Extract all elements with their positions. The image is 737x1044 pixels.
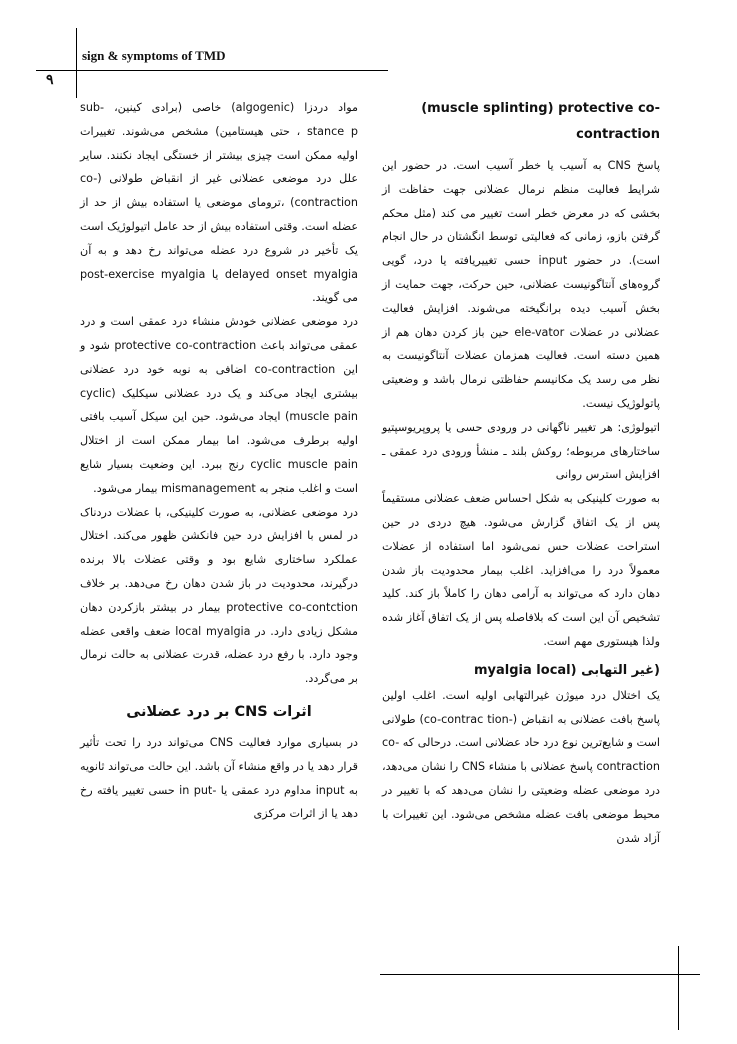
crop-mark-bottom-horizontal bbox=[380, 974, 700, 975]
section-heading-cns-effects: اثرات CNS بر درد عضلانی bbox=[126, 703, 312, 720]
crop-mark-bottom-vertical bbox=[678, 946, 679, 1030]
paragraph: به صورت کلینیکی به شکل احساس ضعف عضلانی مستقیماً پس از یک اتفاق گزارش می‌شود. هیچ دردی در حین استراحت عضلات حس نمی‌شود اما استفاده از عضلات معمولاً درد را می‌افزاید. اغلب بیمار محدودیت باز شدن دهان دارد که می‌تواند به آرامی دهان را کاملاً باز کند. کلید تشخیص آن این است که بلافاصله پس از یک اتفاق آغاز شده ولذا هیستوری مهم است. bbox=[382, 492, 660, 648]
paragraph: یک اختلال درد میوژن غیرالتهابی اولیه است. اغلب اولین پاسخ بافت عضلانی به انقباض (-co-contrac tion) طولانی است و شایع‌ترین نوع درد حاد عضلانی است. درحالی که co-contraction پاسخ عضلانی با منشاء CNS را نشان می‌دهد، درد موضعی عضله وضعیتی را نشان می‌دهد که با تغییر در محیط موضعی بافت عضله مشخص می‌شود. این تغییرات با آزاد شدن bbox=[382, 688, 660, 845]
running-title: sign & symptoms of TMD bbox=[82, 48, 226, 63]
paragraph: درد موضعی عضلانی، به صورت کلینیکی، با عضلات دردناک در لمس با افزایش درد حین فانکشن ظهور می‌کند. اختلال عملکرد ساختاری شایع بود و وقتی عضلات بالا برنده درگیرند، محدودیت در باز شدن دهان رخ می‌دهد. بر خلاف protective co-contction بیمار در بیشتر بازکردن دهان مشکل زیادی دارد. در local myalgia ضعف واقعی عضله وجود دارد. با رفع درد عضله، قدرت عضلانی به حالت نرمال بر می‌گردد. bbox=[80, 505, 358, 686]
paragraph-etiology: اتیولوژی: هر تغییر ناگهانی در ورودی حسی یا پروپریوسپتیو ساختارهای مربوطه؛ روکش بلند ـ منشأ ورودی درد عمقی ـ افزایش استرس روانی bbox=[382, 420, 660, 482]
section-heading-protective-co-contraction: (muscle splinting) protective co-contraction bbox=[421, 101, 660, 142]
left-column bbox=[80, 96, 358, 826]
right-column bbox=[382, 96, 660, 850]
crop-mark-top-vertical bbox=[76, 28, 77, 98]
section-heading-local-myalgia: (غیر التهابی (myalgia local bbox=[474, 662, 660, 678]
paragraph: پاسخ CNS به آسیب یا خطر آسیب است. در حضور این شرایط فعالیت منظم نرمال عضلانی جهت حفاظت از بخشی که در معرض خطر است تغییر می کند (مثل محکم گرفتن بازو، زمانی که فعالیتی توسط انگشتان در حال انجام است). در حضور input حسی تغییریافته یا درد، گویی گروه‌های آنتاگونیست عضلانی، حین حرکت، جهت حمایت از بخش آسیب دیده برانگیخته می‌شوند. افزایش فعالیت عضلانی در عضلات ele-vator حین باز کردن دهان هم از همین دسته است. فعالیت همزمان عضلات آنتاگونیست به نظر می رسد یک مکانیسم حفاظتی نرمال باشد و وضعیتی پاتولوژیک نیست. bbox=[382, 159, 660, 410]
paragraph: در بسیاری موارد فعالیت CNS می‌تواند درد را تحت تأثیر قرار دهد یا در واقع منشاء آن باشد. این حالت می‌تواند ثانویه به input مداوم درد عمقی یا -in put حسی تغییر یافته رخ دهد یا از اثرات مرکزی bbox=[80, 735, 358, 821]
crop-mark-top-horizontal bbox=[36, 70, 388, 71]
paragraph: مواد دردزا (algogenic) خاصی (برادی کینین، -sub stance p ، حتی هیستامین) مشخص می‌شوند. تغییرات اولیه ممکن است چیزی بیشتر از خستگی ایجاد نکنند. سایر علل درد موضعی عضلانی غیر از انقباض طولانی (co-contraction) ،ترومای موضعی یا استفاده بیش از حد از عضله است. وقتی استفاده بیش از حد عامل اتیولوژیک است یک تأخیر در شروع درد عضله می‌تواند رخ دهد و به آن delayed onset myalgia یا post-exercise myalgia می گویند. bbox=[80, 101, 359, 305]
paragraph: درد موضعی عضلانی خودش منشاء درد عمقی است و درد عمقی می‌تواند باعث protective co-contraction شود و این co-contraction اضافی به نوبه خود درد عضلانی بیشتری ایجاد می‌کند و یک درد عضلانی سیکلیک (cyclic muscle pain) ایجاد می‌شود. حین این سیکل آسیب بافتی اولیه برطرف می‌شود. اما بیمار ممکن است از اختلال cyclic muscle pain رنج ببرد. این وضعیت بسیار شایع است و اغلب منجر به mismanagement بیمار می‌شود. bbox=[80, 315, 358, 495]
page-number: ۹ bbox=[46, 73, 54, 88]
